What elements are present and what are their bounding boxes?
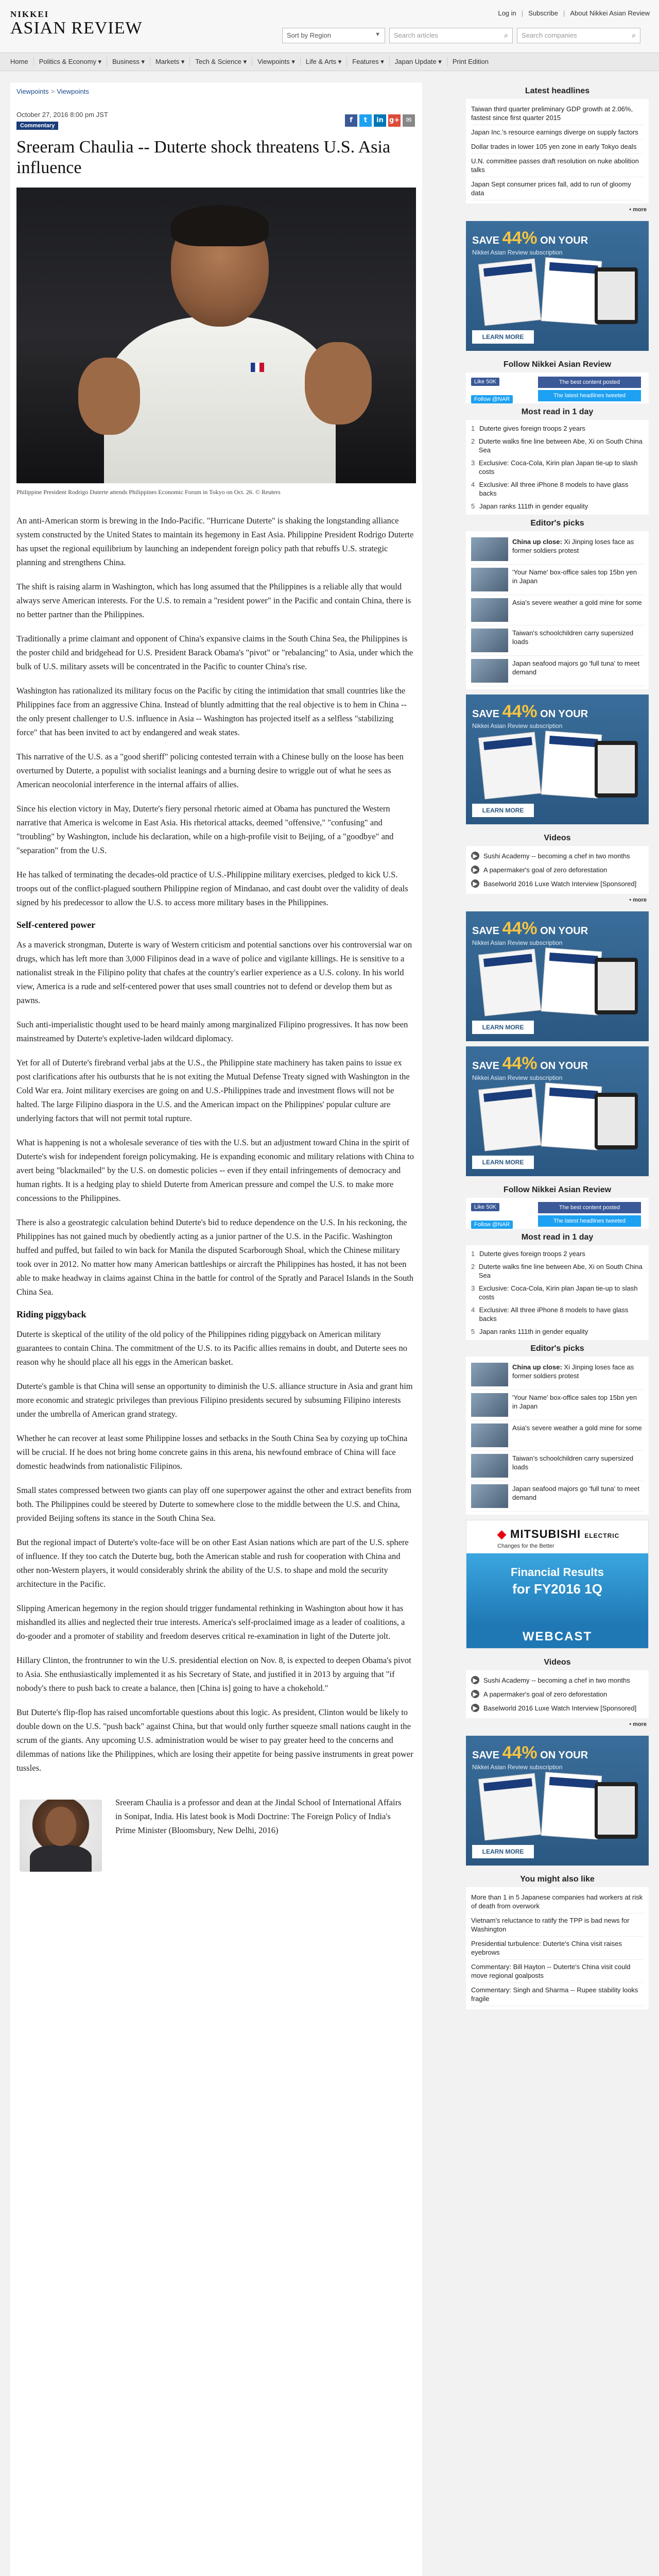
paragraph: Slipping American hegemony in the region should trigger fundamental rethinking in Washington about how it has mishandled its allies and neglected their true interests. America's self-proclaimed image as a leader of coalitions, a do-gooder and a promoter of stability and freedom deserves critical re-examination in light of the Duterte jolt. <box>16 1603 405 1641</box>
facebook-like-button[interactable]: Like 50K <box>471 378 499 386</box>
tablet-image <box>595 958 638 1014</box>
linkedin-icon[interactable]: in <box>374 114 386 127</box>
latest-headlines-title: Latest headlines <box>525 87 590 95</box>
rank-number: 3 <box>471 459 475 467</box>
rank-number: 1 <box>471 425 475 432</box>
video-title: A papermaker's goal of zero deforestation <box>483 866 608 874</box>
thumbnail <box>471 1363 508 1386</box>
play-icon: ▶ <box>471 879 479 888</box>
twitter-box[interactable]: The latest headlines tweeted <box>538 1215 641 1227</box>
editors-pick-title: Taiwan's schoolchildren carry supersized loads <box>512 629 634 646</box>
article-search-placeholder: Search articles <box>394 31 438 39</box>
mitsubishi-logo <box>497 1528 619 1541</box>
ad-save-post: ON YOUR <box>537 1060 588 1072</box>
most-read-text: Exclusive: All three iPhone 8 models to have glass backs <box>479 481 629 497</box>
headline-item[interactable]: Japan Inc.'s resource earnings diverge on supply factors <box>471 125 644 140</box>
author-photo <box>20 1800 102 1872</box>
subscribe-link[interactable]: Subscribe <box>528 9 558 17</box>
section-tag[interactable]: Commentary <box>16 122 58 130</box>
editors-pick-title: Japan seafood majors go 'full tuna' to meet demand <box>512 659 640 676</box>
most-read-item[interactable] <box>471 456 644 478</box>
headline-item[interactable]: U.N. committee passes draft resolution on nuke abolition talks <box>471 154 644 177</box>
editors-pick-title: Asia's severe weather a gold mine for some <box>512 1424 642 1432</box>
nav-tech[interactable]: Tech & Science ▾ <box>190 57 252 66</box>
rank-number: 4 <box>471 1306 475 1314</box>
video-title: Sushi Academy -- becoming a chef in two months <box>483 1676 630 1684</box>
mitsubishi-tagline: Changes for the Better <box>497 1543 554 1549</box>
subscription-ad[interactable] <box>466 1046 649 1176</box>
paragraph: He has talked of terminating the decades-old practice of U.S.-Philippine military exercises, pledged to kick U.S. troops out of the conflict-plagued southern Philippine region of Mindanao, and cast doubt over the validity of deals signed by his predecessor to allow the U.S. to access more military bases in the Philippines. <box>16 870 408 907</box>
video-title: Sushi Academy -- becoming a chef in two months <box>483 852 630 860</box>
paragraph: As a maverick strongman, Duterte is wary of Western criticism and potential sanctions over his controversial war on drugs, which has left more than 3,000 Filipinos dead in a wave of police and vigilante killings. He is sensitive to a nationalist streak in the Filipino polity that chafes at the country's earlier experience as a U.S. colony. In his world view, America is a rude and self-centered power that uses small countries not to defend or develop them but as pawns. <box>16 940 412 1005</box>
ad-headline <box>472 228 588 248</box>
most-read-title: Most read in 1 day <box>521 1233 594 1242</box>
editors-pick-text <box>512 659 644 683</box>
magazine-masthead <box>549 736 598 748</box>
ad-headline <box>472 1743 588 1763</box>
search-icon[interactable]: ⌕ <box>632 31 636 39</box>
mitsubishi-logo-sub: ELECTRIC <box>584 1532 620 1539</box>
most-read-title: Most read in 1 day <box>521 408 594 416</box>
thumbnail <box>471 659 508 683</box>
ad-save-pre: SAVE <box>472 1060 502 1072</box>
subscription-ad[interactable] <box>466 1736 649 1866</box>
paragraph: There is also a geostrategic calculation behind Duterte's bid to reduce dependence on the U.S. In his reckoning, the Philippines has not gained much by obediently acting as a junior partner of the U.S. in the Pacific. Washington huffed and puffed, but failed to win back for Manila the disputed Scarborough Shoal, which the Chinese military took over in 2012. No matter how many American battleships or aircraft the Philippines has hosted, it has not been able to make headway in claims against China in the battle for control of the Spratly and Paracel Islands in the South China Sea. <box>16 1217 414 1297</box>
rank-number: 2 <box>471 437 475 445</box>
editors-pick-title: Japan seafood majors go 'full tuna' to meet demand <box>512 1485 640 1501</box>
follow-title: Follow Nikkei Asian Review <box>503 1185 612 1194</box>
paragraph: Whether he can recover at least some Philippine losses and setbacks in the South China Sea by cozying up toChina will be crucial. If he does not bring home concrete gains in this arena, his newfound embrace of China will face domestic headwinds from nationalistic Filipinos. <box>16 1433 408 1471</box>
you-might-also-like-list <box>466 1887 649 2009</box>
share-bar <box>345 114 415 127</box>
tablet-screen <box>598 745 635 793</box>
editors-pick-item[interactable] <box>471 1390 644 1420</box>
article-search-input[interactable] <box>389 28 513 43</box>
ad-headline <box>472 702 588 722</box>
thumbnail <box>471 629 508 652</box>
separator: | <box>563 9 565 17</box>
subscription-ad[interactable] <box>466 694 649 824</box>
breadcrumb <box>16 82 416 95</box>
ad-percent: 44% <box>502 1743 537 1762</box>
paragraph: Washington has rationalized its military focus on the Pacific by citing the intimidation that small countries like the Philippines face from an aggressive China. Instead of bluntly admitting that the real objective is to hem in China -- the only present challenger to U.S. influence in Asia -- Washington has projected itself as a selfless "stabilizing force" that has been invited to act by endangered and weak states. <box>16 686 407 737</box>
play-icon: ▶ <box>471 1690 479 1698</box>
learn-more-button[interactable]: LEARN MORE <box>472 1021 534 1034</box>
paragraph: This narrative of the U.S. as a "good sheriff" policing contested terrain with a Chinese bully on the loose has been overturned by Duterte, a populist with socialist leanings and a burning desire to wriggle out of what he sees as American neocolonial interference in the internal affairs of allies. <box>16 752 404 789</box>
ad-headline <box>472 1054 588 1074</box>
magazine-image <box>541 257 602 325</box>
magazine-masthead <box>549 953 598 964</box>
search-icon[interactable]: ⌕ <box>504 31 508 39</box>
author-bio: Sreeram Chaulia is a professor and dean at the Jindal School of International Affairs in Sonipat, India. His latest book is Modi Doctrine: The Foreign Policy of India's Prime Minister (Bloomsbury, New Delhi, 2016) <box>115 1798 402 1835</box>
most-read-list <box>466 420 649 515</box>
nav-print-edition[interactable]: Print Edition <box>452 58 489 65</box>
paragraph: The shift is raising alarm in Washington, which has long assumed that the Philippines is a reliable ally that would always serve American interests. For the U.S. to remain a "resident power" in the Pacific and contain China, there is no better partner than the Philippines. <box>16 582 411 619</box>
video-item[interactable] <box>471 877 644 891</box>
ad-save-pre: SAVE <box>472 925 502 937</box>
main-nav <box>0 53 659 71</box>
editors-pick-item[interactable] <box>471 1360 644 1390</box>
ad-save-post: ON YOUR <box>537 1750 588 1761</box>
breadcrumb-viewpoints-sub[interactable]: Viewpoints <box>57 88 89 95</box>
rank-number: 5 <box>471 1328 475 1335</box>
most-read-text: Duterte gives foreign troops 2 years <box>479 1250 585 1258</box>
logo-line1: NIKKEI <box>10 9 49 19</box>
most-read-text: Exclusive: All three iPhone 8 models to have glass backs <box>479 1306 629 1323</box>
related-item[interactable]: More than 1 in 5 Japanese companies had workers at risk of death from overwork <box>471 1890 644 1913</box>
related-item[interactable]: Commentary: Bill Hayton -- Duterte's China visit could move regional goalposts <box>471 1960 644 1983</box>
paragraph: But Duterte's flip-flop has raised uncomfortable questions about this logic. As president, Clinton would be likely to double down on the U.S. "push back" against China, but that would only further squeeze small nations caught in the scrum of the giants. Any upcoming U.S. administration would be wiser to pay greater heed to the concerns and dilemmas of nations like the Philippines, which are losing their appetite for being passive instruments in great power tussles. <box>16 1707 413 1773</box>
site-logo[interactable] <box>10 9 143 37</box>
video-item[interactable] <box>471 849 644 863</box>
nav-home[interactable]: Home <box>5 57 34 66</box>
ad-subtitle: Nikkei Asian Review subscription <box>472 1074 563 1081</box>
most-read-item[interactable] <box>471 1247 644 1260</box>
flag-pin-icon <box>251 363 264 372</box>
financial-results-line1: Financial Results <box>511 1566 604 1579</box>
twitter-icon[interactable]: t <box>359 114 372 127</box>
more-link[interactable]: • more <box>629 897 647 903</box>
paragraph: What is happening is not a wholesale severance of ties with the U.S. but an adjustment toward China in the spirit of Duterte's wish for independent foreign policymaking. He is expanding economic and military relations with China to avert being "blackmailed" by the U.S. on domestic policies -- even if they entail infringements of democracy and human rights. It is a hedging play to shield Duterte from American pressure and compel the U.S. to make more concessions to the Philippines. <box>16 1138 414 1203</box>
tablet-image <box>595 267 638 324</box>
editors-pick-kicker: China up close: <box>512 1363 562 1371</box>
thumbnail <box>471 568 508 591</box>
article-title: Sreeram Chaulia -- Duterte shock threatens U.S. Asia influence <box>16 138 391 177</box>
mitsubishi-diamond-icon: ◆ <box>497 1528 507 1540</box>
magazine-masthead <box>483 954 532 967</box>
editors-pick-text <box>512 1484 644 1508</box>
tablet-screen <box>598 962 635 1010</box>
related-item[interactable]: Vietnam's reluctance to ratify the TPP is bad news for Washington <box>471 1913 644 1937</box>
site-header <box>0 0 659 58</box>
editors-pick-title: Xi Jinping loses face as former soldiers protest <box>512 1363 634 1380</box>
top-links <box>498 9 650 17</box>
most-read-text: Exclusive: Coca-Cola, Kirin plan Japan tie-up to slash costs <box>478 1284 638 1301</box>
editors-pick-text <box>512 1393 644 1417</box>
nav-viewpoints[interactable]: Viewpoints ▾ <box>252 57 301 66</box>
magazine-masthead <box>549 262 598 274</box>
more-link[interactable]: • more <box>629 207 647 213</box>
you-might-also-like-title: You might also like <box>520 1875 595 1884</box>
related-item[interactable]: Commentary: Singh and Sharma -- Rupee stability looks fragile <box>471 1983 644 2006</box>
most-read-list <box>466 1245 649 1340</box>
magazine-masthead <box>483 263 532 277</box>
rank-number: 4 <box>471 481 475 488</box>
magazine-image <box>541 731 602 798</box>
section-heading: Self-centered power <box>16 920 96 930</box>
most-read-text: Exclusive: Coca-Cola, Kirin plan Japan tie-up to slash costs <box>478 459 638 476</box>
google-plus-icon[interactable]: g+ <box>388 114 401 127</box>
most-read-item[interactable] <box>471 435 644 456</box>
magazine-image <box>478 949 541 1016</box>
financial-results-banner <box>466 1553 648 1625</box>
photo-hair <box>171 205 269 246</box>
editors-pick-text <box>512 1454 644 1478</box>
thumbnail <box>471 1393 508 1417</box>
editors-pick-item[interactable] <box>471 1420 644 1451</box>
article-photo <box>16 188 416 483</box>
tablet-image <box>595 741 638 798</box>
ad-headline <box>472 919 588 939</box>
rank-number: 2 <box>471 1263 475 1270</box>
learn-more-button[interactable]: LEARN MORE <box>472 1156 534 1169</box>
tablet-image <box>595 1782 638 1839</box>
videos-list <box>466 1670 649 1718</box>
ad-save-pre: SAVE <box>472 235 502 246</box>
editors-pick-text <box>512 537 644 561</box>
thumbnail <box>471 1454 508 1478</box>
mitsubishi-logo-text: MITSUBISHI <box>510 1528 581 1540</box>
twitter-follow-button[interactable]: Follow @NAR <box>471 1221 513 1229</box>
facebook-box[interactable]: The best content posted <box>538 1202 641 1213</box>
ad-save-post: ON YOUR <box>537 925 588 937</box>
search-bar <box>282 28 640 43</box>
author-photo-face <box>45 1807 76 1846</box>
ad-save-post: ON YOUR <box>537 708 588 720</box>
magazine-masthead <box>483 1778 532 1791</box>
logo-line2: ASIAN REVIEW <box>10 19 143 38</box>
chevron-down-icon: ▼ <box>375 31 380 38</box>
twitter-follow-button[interactable]: Follow @NAR <box>471 395 513 403</box>
magazine-image <box>541 947 602 1015</box>
follow-box <box>466 1198 649 1229</box>
editors-pick-item[interactable] <box>471 1451 644 1481</box>
ad-subtitle: Nikkei Asian Review subscription <box>472 249 563 256</box>
email-icon[interactable]: ✉ <box>403 114 415 127</box>
most-read-item[interactable] <box>471 1260 644 1282</box>
editors-pick-title: 'Your Name' box-office sales top 15bn yen in Japan <box>512 568 637 585</box>
mitsubishi-ad[interactable] <box>466 1520 649 1649</box>
video-item[interactable] <box>471 1701 644 1715</box>
editors-pick-item[interactable] <box>471 625 644 656</box>
learn-more-button[interactable]: LEARN MORE <box>472 1845 534 1858</box>
magazine-image <box>478 1084 541 1151</box>
thumbnail <box>471 537 508 561</box>
ad-save-pre: SAVE <box>472 1750 502 1761</box>
editors-pick-title: 'Your Name' box-office sales top 15bn yen in Japan <box>512 1394 637 1410</box>
video-item[interactable] <box>471 1673 644 1687</box>
tablet-screen <box>598 1786 635 1835</box>
most-read-item[interactable] <box>471 500 644 513</box>
most-read-text: Duterte walks fine line between Abe, Xi on South China Sea <box>478 1263 643 1279</box>
follow-box <box>466 372 649 403</box>
twitter-box[interactable]: The latest headlines tweeted <box>538 390 641 401</box>
about-link[interactable]: About Nikkei Asian Review <box>570 9 650 17</box>
editors-pick-text <box>512 629 644 652</box>
editors-pick-item[interactable] <box>471 656 644 686</box>
ad-percent: 44% <box>502 1054 537 1073</box>
paragraph: Such anti-imperialistic thought used to be heard mainly among marginalized Filipino progressives. It has now been mainstreamed by Duterte's expletive-laden wildcard diplomacy. <box>16 1020 408 1043</box>
editors-picks-list <box>466 1357 649 1515</box>
nav-business[interactable]: Business ▾ <box>107 57 150 66</box>
play-icon: ▶ <box>471 1704 479 1712</box>
tablet-screen <box>598 1097 635 1145</box>
videos-title: Videos <box>544 1658 571 1667</box>
most-read-item[interactable] <box>471 422 644 435</box>
editors-picks-title: Editor's picks <box>530 519 584 528</box>
author-photo-shirt <box>30 1845 92 1872</box>
facebook-box[interactable]: The best content posted <box>538 377 641 388</box>
magazine-masthead <box>549 1777 598 1789</box>
video-title: Baselworld 2016 Luxe Watch Interview [Sponsored] <box>483 880 637 888</box>
nav-life-arts[interactable]: Life & Arts ▾ <box>301 57 347 66</box>
learn-more-button[interactable]: LEARN MORE <box>472 804 534 817</box>
paragraph: Duterte's gamble is that China will sense an opportunity to diminish the U.S. alliance structure in Asia and grant him more economic and strategic privileges than previous Filipino presidents secured by subsuming Filipino interests under the umbrella of American grand strategy. <box>16 1381 413 1419</box>
paragraph: Traditionally a prime claimant and opponent of China's expansive claims in the South China Sea, the Philippines is the poster child and bridgehead for U.S. President Barack Obama's "pivot" or "rebalancing" to Asia, under which the bulk of U.S. military assets will be concentrated in the Pacific to counter China's rise. <box>16 634 413 671</box>
editors-pick-kicker: China up close: <box>512 538 562 546</box>
headline-item[interactable]: Dollar trades in lower 105 yen zone in early Tokyo deals <box>471 140 644 154</box>
magazine-masthead <box>549 1088 598 1099</box>
magazine-image <box>478 732 541 800</box>
ad-subtitle: Nikkei Asian Review subscription <box>472 939 563 946</box>
nav-markets[interactable]: Markets ▾ <box>150 57 190 66</box>
magazine-image <box>541 1772 602 1839</box>
paragraph: But the regional impact of Duterte's volte-face will be on other East Asian nations which are part of the U.S. sphere of influence. If they too catch the Duterte bug, both the American stable and rush for cooperation with China and other non-Western players, it would considerably shrink the ability of the U.S. to shape and mold the security architecture in the Pacific. <box>16 1537 409 1589</box>
magazine-masthead <box>483 1089 532 1102</box>
headline-item[interactable]: Japan Sept consumer prices fall, add to run of gloomy data <box>471 177 644 200</box>
most-read-item[interactable] <box>471 1325 644 1338</box>
facebook-icon[interactable]: f <box>345 114 357 127</box>
learn-more-button[interactable]: LEARN MORE <box>472 330 534 344</box>
tablet-image <box>595 1093 638 1149</box>
most-read-text: Duterte gives foreign troops 2 years <box>479 425 585 432</box>
sidebar <box>466 82 649 2576</box>
rank-number: 5 <box>471 502 475 510</box>
rank-number: 3 <box>471 1284 475 1292</box>
login-link[interactable]: Log in <box>498 9 516 17</box>
ad-save-post: ON YOUR <box>537 235 588 246</box>
editors-pick-title: Xi Jinping loses face as former soldiers protest <box>512 538 634 554</box>
paragraph: Since his election victory in May, Duterte's fiery personal rhetoric aimed at Obama has punctured the Western narrative that America is welcome in East Asia. His rhetorical attacks, deemed "offensive," "confusing" and "troubling" by Washington, include his declaration, while on a high-profile visit to Beijing, of a "goodbye" and "separation" from the U.S. <box>16 804 394 855</box>
editors-pick-text <box>512 568 644 591</box>
editors-picks-title: Editor's picks <box>530 1344 584 1353</box>
editors-pick-text <box>512 1363 644 1386</box>
rank-number: 1 <box>471 1250 475 1258</box>
paragraph: Yet for all of Duterte's firebrand verbal jabs at the U.S., the Philippine state machinery has taken pains to issue ex post clarifications after his outbursts that he is not exiting the Mutual Defense Treaty signed with Washington in the Cold War era. Joint military exercises are going on and U.S.-Philippines trade and investment flows will not be halted. The large Filipino diaspora in the U.S. and the American impact on the Philippines' popular culture are underlying factors that will not permit total rupture. <box>16 1058 410 1123</box>
photo-hand-right <box>305 342 372 425</box>
ad-percent: 44% <box>502 702 537 721</box>
ad-subtitle: Nikkei Asian Review subscription <box>472 722 563 730</box>
region-select-label: Sort by Region <box>287 31 331 39</box>
facebook-like-button[interactable]: Like 50K <box>471 1203 499 1211</box>
editors-pick-title: Taiwan's schoolchildren carry supersized loads <box>512 1454 634 1471</box>
financial-results-line2: for FY2016 1Q <box>512 1581 602 1597</box>
paragraph: Duterte is skeptical of the utility of the old policy of the Philippines riding piggyback on American military guarantees to contain China. The commitment of the U.S. to its Pacific allies remains in doubt, and Duterte sees no reason why he should place all his eggs in the American basket. <box>16 1329 407 1367</box>
ad-percent: 44% <box>502 919 537 938</box>
follow-title: Follow Nikkei Asian Review <box>503 360 612 369</box>
magazine-image <box>541 1082 602 1150</box>
thumbnail <box>471 1423 508 1447</box>
editors-pick-item[interactable] <box>471 565 644 595</box>
paragraph: Small states compressed between two giants can play off one superpower against the other and extract benefits from both. The Philippines could be steered by Duterte to somewhere close to the middle between the U.S. and China, provided Beijing softens its stance in the South China Sea. <box>16 1485 412 1523</box>
paragraph: An anti-American storm is brewing in the Indo-Pacific. "Hurricane Duterte" is shaking the longstanding alliance system constructed by the United States to maintain its hegemony in East Asia. Philippine President Rodrigo Duterte has upset the regional equilibrium by launching an independent foreign policy path that rebuffs U.S. strategic planning and strengthens China. <box>16 516 414 567</box>
subscription-ad[interactable] <box>466 911 649 1041</box>
magazine-image <box>478 1773 541 1841</box>
region-select[interactable] <box>282 28 385 43</box>
article-body <box>16 514 416 1775</box>
editors-picks-list <box>466 531 649 689</box>
video-title: A papermaker's goal of zero deforestation <box>483 1690 608 1698</box>
thumbnail <box>471 598 508 622</box>
nav-politics[interactable]: Politics & Economy ▾ <box>34 57 107 66</box>
ad-percent: 44% <box>502 228 537 248</box>
section-heading: Riding piggyback <box>16 1309 86 1319</box>
magazine-image <box>478 259 541 326</box>
related-item[interactable]: Presidential turbulence: Duterte's China visit raises eyebrows <box>471 1937 644 1960</box>
play-icon: ▶ <box>471 852 479 860</box>
webcast-label: WEBCAST <box>466 1625 648 1648</box>
author-box <box>16 1795 416 1868</box>
editors-pick-item[interactable] <box>471 534 644 565</box>
subscription-ad[interactable] <box>466 221 649 351</box>
video-item[interactable] <box>471 863 644 877</box>
ad-subtitle: Nikkei Asian Review subscription <box>472 1764 563 1771</box>
ad-save-pre: SAVE <box>472 708 502 720</box>
latest-headlines-list <box>466 99 649 204</box>
photo-caption: Philippine President Rodrigo Duterte attends Philippines Economic Forum in Tokyo on Oct. 26. © Reuters <box>16 488 281 496</box>
editors-pick-text <box>512 598 642 622</box>
most-read-item[interactable] <box>471 1282 644 1303</box>
company-search-placeholder: Search companies <box>522 31 577 39</box>
article-column <box>10 82 422 2576</box>
tablet-screen <box>598 272 635 320</box>
company-search-input[interactable] <box>517 28 640 43</box>
editors-pick-item[interactable] <box>471 595 644 625</box>
editors-pick-item[interactable] <box>471 1481 644 1512</box>
most-read-text: Duterte walks fine line between Abe, Xi on South China Sea <box>478 437 643 454</box>
editors-pick-title: Asia's severe weather a gold mine for some <box>512 599 642 606</box>
breadcrumb-viewpoints[interactable]: Viewpoints <box>16 88 49 95</box>
videos-title: Videos <box>544 834 571 842</box>
editors-pick-text <box>512 1423 642 1447</box>
video-title: Baselworld 2016 Luxe Watch Interview [Sponsored] <box>483 1704 637 1712</box>
nav-japan-update[interactable]: Japan Update ▾ <box>390 57 447 66</box>
most-read-item[interactable] <box>471 478 644 500</box>
play-icon: ▶ <box>471 866 479 874</box>
most-read-text: Japan ranks 111th in gender equality <box>479 502 588 510</box>
nav-features[interactable]: Features ▾ <box>347 57 389 66</box>
videos-list <box>466 846 649 894</box>
more-link[interactable]: • more <box>629 1721 647 1727</box>
headline-item[interactable]: Taiwan third quarter preliminary GDP growth at 2.06%, fastest since first quarter 2015 <box>471 102 644 125</box>
most-read-text: Japan ranks 111th in gender equality <box>479 1328 588 1335</box>
article-date: October 27, 2016 8:00 pm JST <box>16 111 108 118</box>
play-icon: ▶ <box>471 1676 479 1684</box>
thumbnail <box>471 1484 508 1508</box>
most-read-item[interactable] <box>471 1303 644 1325</box>
breadcrumb-separator: > <box>50 88 55 95</box>
paragraph: Hillary Clinton, the frontrunner to win the U.S. presidential election on Nov. 8, is expected to deepen Obama's pivot to Asia. She enthusiastically implemented it as his Secretary of State, and justified it in 2013 by arguing that "if nobody's there to push back to create a balance, then [China is] going to have a chokehold." <box>16 1655 411 1693</box>
separator: | <box>521 9 524 17</box>
video-item[interactable] <box>471 1687 644 1701</box>
photo-hand-left <box>78 358 140 435</box>
magazine-masthead <box>483 737 532 750</box>
